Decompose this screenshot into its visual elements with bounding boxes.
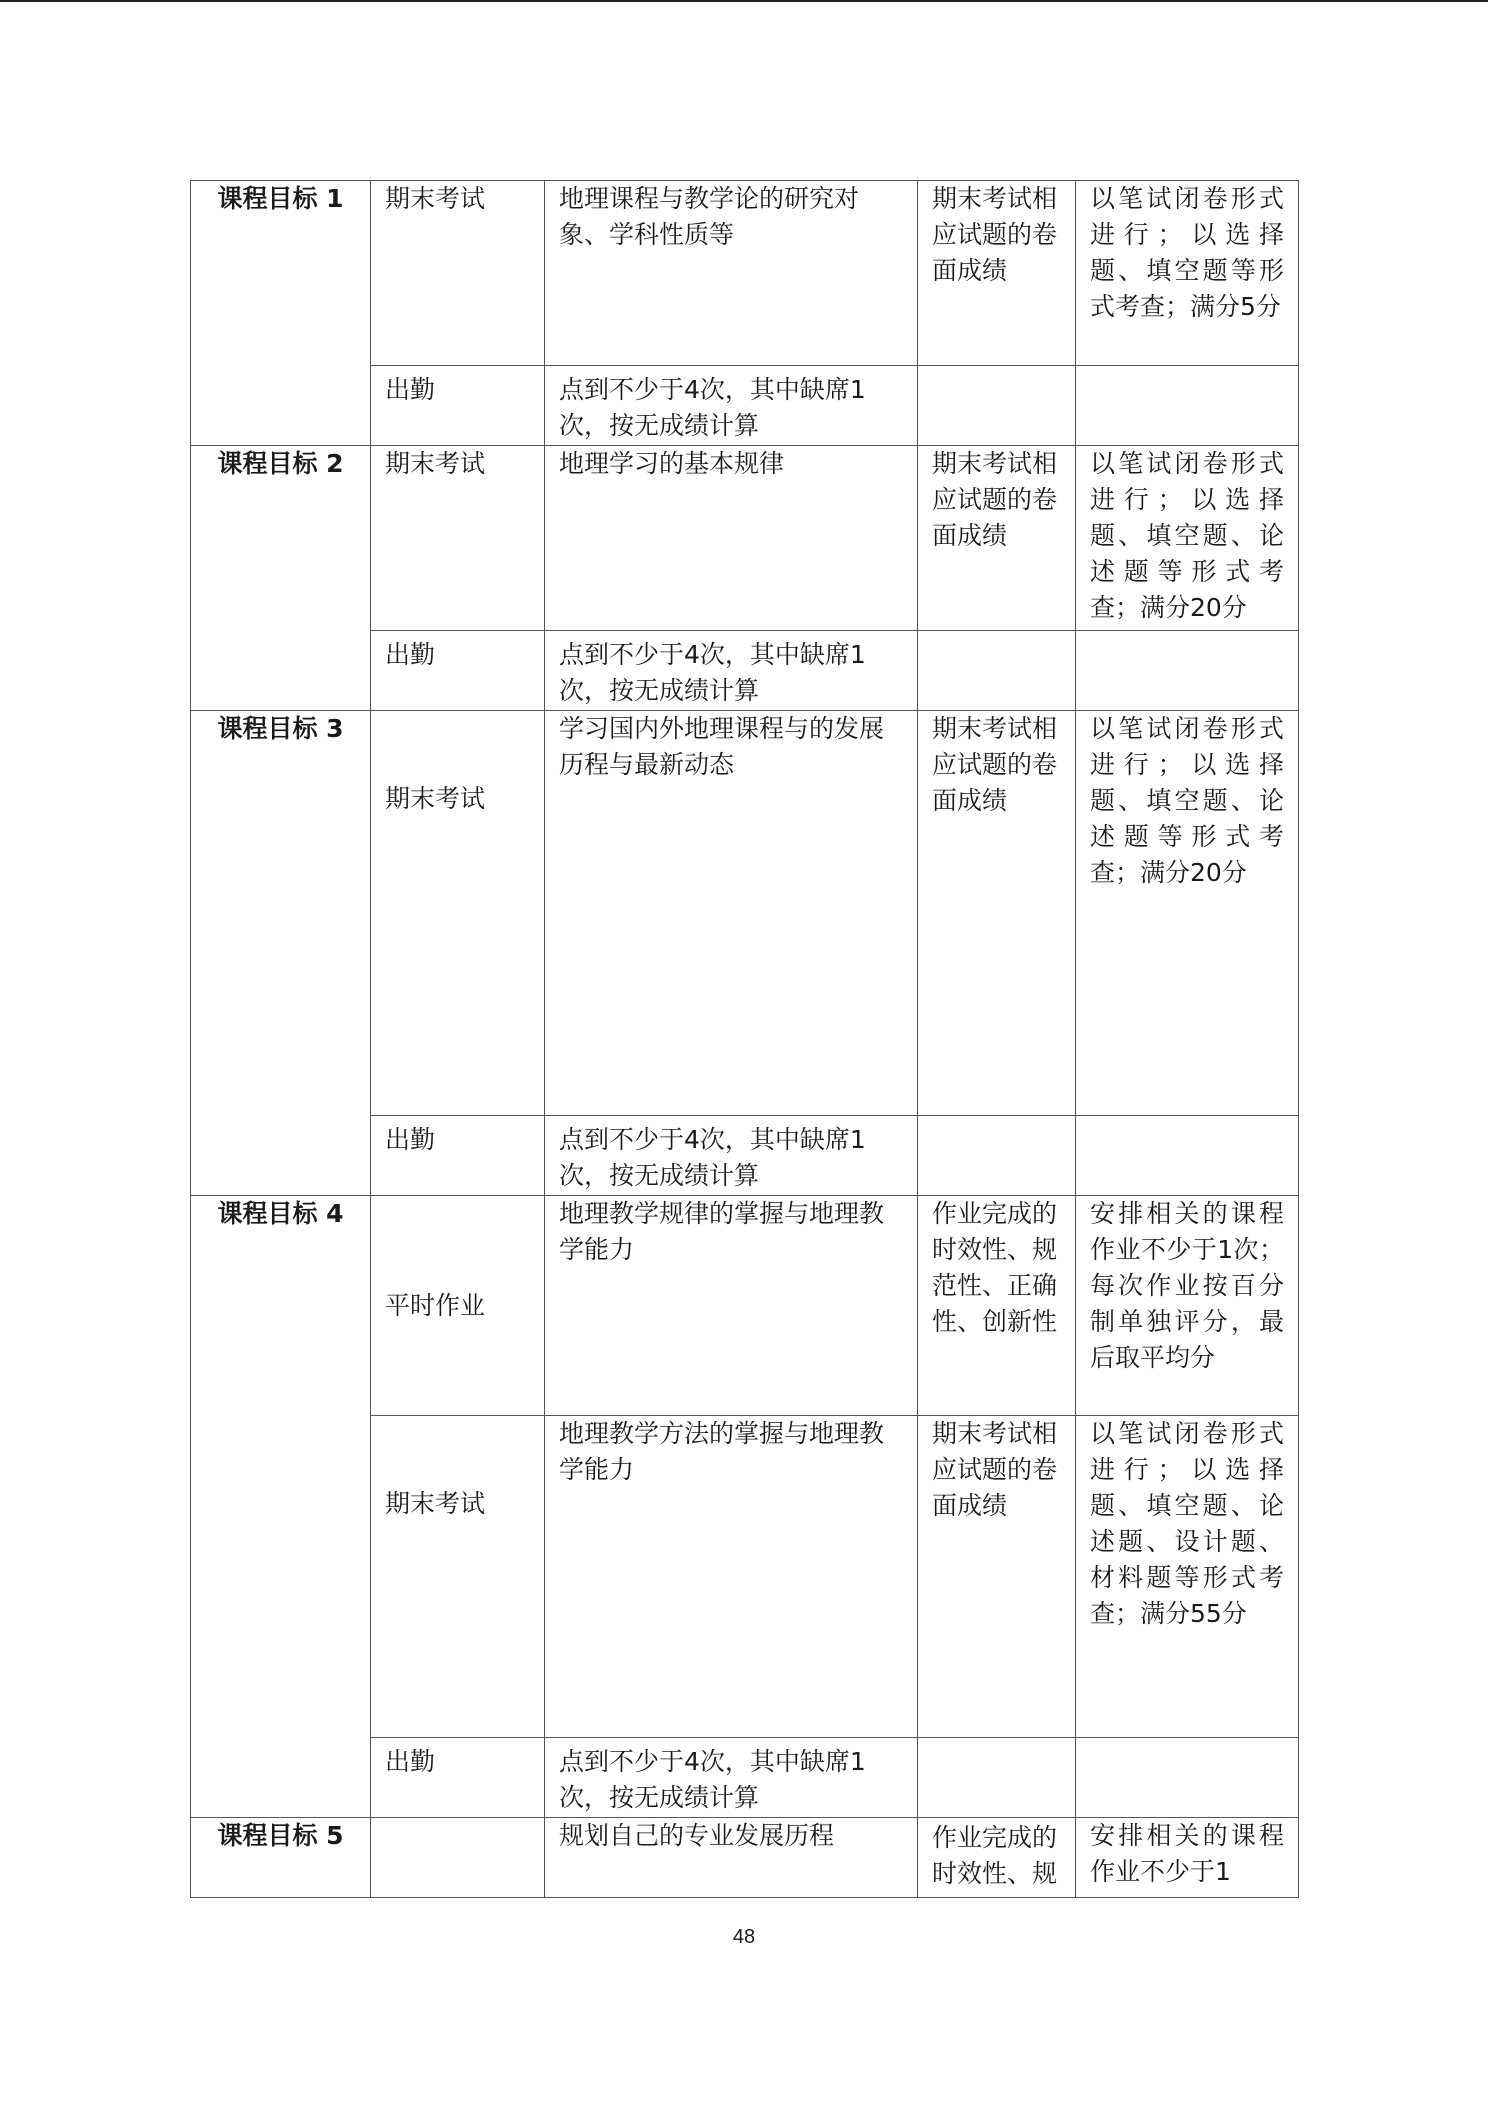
goal-cell: 课程目标 3: [191, 711, 371, 1196]
basis-cell: [918, 1738, 1076, 1818]
requirement-cell: [1076, 1738, 1299, 1818]
page-number: 48: [732, 1926, 756, 1948]
method-cell: 出勤: [371, 631, 545, 711]
basis-cell: 期末考试相应试题的卷面成绩: [918, 1416, 1076, 1738]
requirement-cell: 以笔试闭卷形式进行；以选择题、填空题等形式考查；满分5分: [1076, 181, 1299, 366]
requirement-cell: [1076, 1116, 1299, 1196]
basis-cell: 期末考试相应试题的卷面成绩: [918, 711, 1076, 1116]
requirement-cell: 以笔试闭卷形式进行；以选择题、填空题、论述题等形式考查；满分20分: [1076, 711, 1299, 1116]
method-cell: [371, 1818, 545, 1898]
requirement-cell: 以笔试闭卷形式进行；以选择题、填空题、论述题、设计题、材料题等形式考查；满分55分: [1076, 1416, 1299, 1738]
requirement-cell: 安排相关的课程作业不少于1次；每次作业按百分制单独评分，最后取平均分: [1076, 1196, 1299, 1416]
table-row: [191, 711, 1299, 1116]
goal-cell: 课程目标 5: [191, 1818, 371, 1898]
goal-cell: 课程目标 1: [191, 181, 371, 446]
content-cell: 点到不少于4次，其中缺席1次，按无成绩计算: [545, 1116, 918, 1196]
content-cell: 地理教学方法的掌握与地理教学能力: [545, 1416, 918, 1738]
basis-cell: 作业完成的时效性、规范性、正确性、创新性: [918, 1196, 1076, 1416]
content-cell: 点到不少于4次，其中缺席1次，按无成绩计算: [545, 366, 918, 446]
basis-cell: 期末考试相应试题的卷面成绩: [918, 446, 1076, 631]
goal-cell: 课程目标 2: [191, 446, 371, 711]
basis-cell: [918, 631, 1076, 711]
table-row: [191, 446, 1299, 631]
basis-cell: 期末考试相应试题的卷面成绩: [918, 181, 1076, 366]
content-cell: 规划自己的专业发展历程: [545, 1818, 918, 1898]
goal-cell: 课程目标 4: [191, 1196, 371, 1818]
method-cell: 出勤: [371, 1116, 545, 1196]
basis-cell: 作业完成的时效性、规: [918, 1818, 1076, 1898]
requirement-cell: 安排相关的课程作业不少于1: [1076, 1818, 1299, 1898]
assessment-table: [190, 180, 1299, 1898]
method-cell: 期末考试: [371, 1416, 545, 1738]
table-row: [191, 1818, 1299, 1898]
method-cell: 期末考试: [371, 711, 545, 1116]
basis-cell: [918, 366, 1076, 446]
requirement-cell: 以笔试闭卷形式进行；以选择题、填空题、论述题等形式考查；满分20分: [1076, 446, 1299, 631]
page-top-border: [0, 0, 1488, 2]
requirement-cell: [1076, 631, 1299, 711]
table-row: [191, 181, 1299, 366]
content-cell: 地理学习的基本规律: [545, 446, 918, 631]
method-cell: 期末考试: [371, 181, 545, 366]
method-cell: 平时作业: [371, 1196, 545, 1416]
method-cell: 出勤: [371, 1738, 545, 1818]
content-cell: 学习国内外地理课程与的发展历程与最新动态: [545, 711, 918, 1116]
content-cell: 点到不少于4次，其中缺席1次，按无成绩计算: [545, 1738, 918, 1818]
method-cell: 出勤: [371, 366, 545, 446]
requirement-cell: [1076, 366, 1299, 446]
content-cell: 点到不少于4次，其中缺席1次，按无成绩计算: [545, 631, 918, 711]
content-cell: 地理教学规律的掌握与地理教学能力: [545, 1196, 918, 1416]
method-cell: 期末考试: [371, 446, 545, 631]
table-row: [191, 1196, 1299, 1416]
basis-cell: [918, 1116, 1076, 1196]
content-cell: 地理课程与教学论的研究对象、学科性质等: [545, 181, 918, 366]
